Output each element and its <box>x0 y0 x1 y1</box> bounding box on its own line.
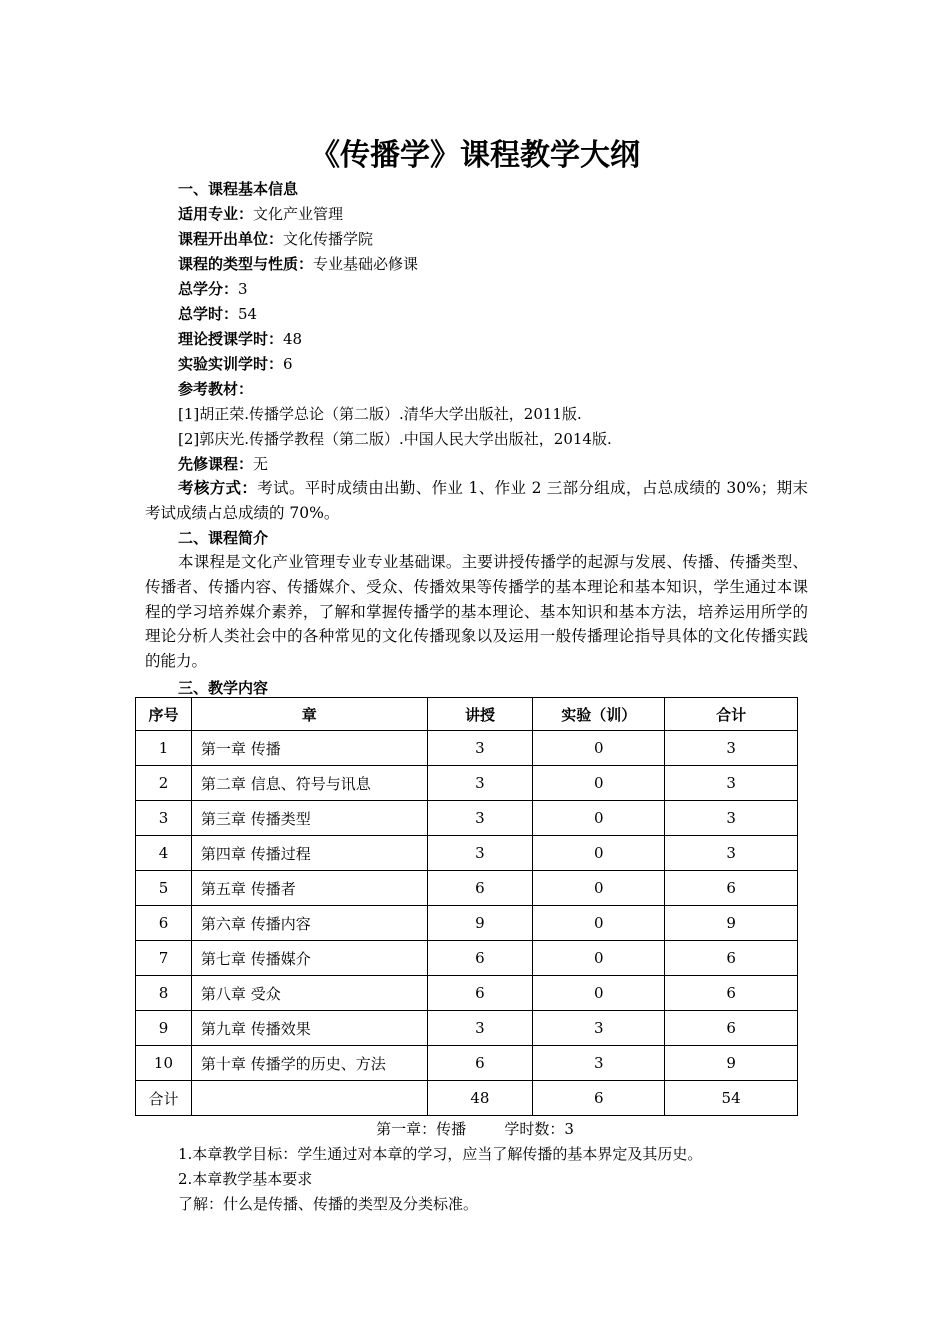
table-row: 7 第七章 传播媒介 6 0 6 <box>136 941 798 976</box>
chapter1-requirements-heading: 2.本章教学基本要求 <box>178 1170 313 1188</box>
header-lecture: 讲授 <box>427 698 533 731</box>
textbook-item: [1]胡正荣.传播学总论（第二版）.清华大学出版社，2011版. <box>178 405 582 423</box>
info-row-hours: 总学时：54 <box>178 305 258 323</box>
section1-heading: 一、课程基本信息 <box>178 180 299 198</box>
chapter1-heading: 第一章：传播 学时数：3 <box>376 1120 574 1138</box>
table-row: 8 第八章 受众 6 0 6 <box>136 976 798 1011</box>
header-index: 序号 <box>136 698 192 731</box>
header-chapter: 章 <box>191 698 427 731</box>
chapter1-goal: 1.本章教学目标：学生通过对本章的学习，应当了解传播的基本界定及其历史。 <box>178 1145 703 1163</box>
table-row: 4 第四章 传播过程 3 0 3 <box>136 836 798 871</box>
header-lab: 实验（训） <box>533 698 665 731</box>
table-row: 1 第一章 传播 3 0 3 <box>136 731 798 766</box>
header-total: 合计 <box>665 698 798 731</box>
table-total-row: 合计 48 6 54 <box>136 1081 798 1116</box>
table-row: 3 第三章 传播类型 3 0 3 <box>136 801 798 836</box>
textbook-item: [2]郭庆光.传播学教程（第二版）.中国人民大学出版社，2014版. <box>178 430 612 448</box>
info-row-credits: 总学分：3 <box>178 280 248 298</box>
table-row: 2 第二章 信息、符号与讯息 3 0 3 <box>136 766 798 801</box>
course-intro-paragraph: 本课程是文化产业管理专业专业基础课。主要讲授传播学的起源与发展、传播、传播类型、传播者、传播内容、传播媒介、受众、传播效果等传播学的基本理论和基本知识，学生通过本课程的学习培养媒介素养，了解和掌握传播学的基本理论、基本知识和基本方法，培养运用所学的理论分析人类社会中的各种常见的文化传播现象以及运用一般传播理论指导具体的文化传播实践的能力。 <box>145 553 808 671</box>
info-row-major: 适用专业：文化产业管理 <box>178 205 344 223</box>
info-row-theory-hours: 理论授课学时：48 <box>178 330 303 348</box>
section2-heading: 二、课程简介 <box>178 529 269 547</box>
info-row-unit: 课程开出单位：文化传播学院 <box>178 230 374 248</box>
chapter1-understand: 了解：什么是传播、传播的类型及分类标准。 <box>178 1195 479 1213</box>
info-row-lab-hours: 实验实训学时：6 <box>178 355 293 373</box>
table-row: 9 第九章 传播效果 3 3 6 <box>136 1011 798 1046</box>
prereq-row: 先修课程：无 <box>178 455 269 473</box>
table-row: 6 第六章 传播内容 9 0 9 <box>136 906 798 941</box>
table-header-row <box>136 698 798 731</box>
page-title: 《传播学》课程教学大纲 <box>310 138 640 173</box>
table-row: 5 第五章 传播者 6 0 6 <box>136 871 798 906</box>
section3-heading: 三、教学内容 <box>178 679 269 697</box>
content-table <box>135 697 798 1116</box>
textbooks-label: 参考教材： <box>178 380 254 398</box>
assessment-paragraph: 考核方式：考试。平时成绩由出勤、作业 1、作业 2 三部分组成，占总成绩的 30%；期末考试成绩占总成绩的 70%。 <box>145 479 808 522</box>
info-row-type: 课程的类型与性质：专业基础必修课 <box>178 255 419 273</box>
table-row: 10 第十章 传播学的历史、方法 6 3 9 <box>136 1046 798 1081</box>
